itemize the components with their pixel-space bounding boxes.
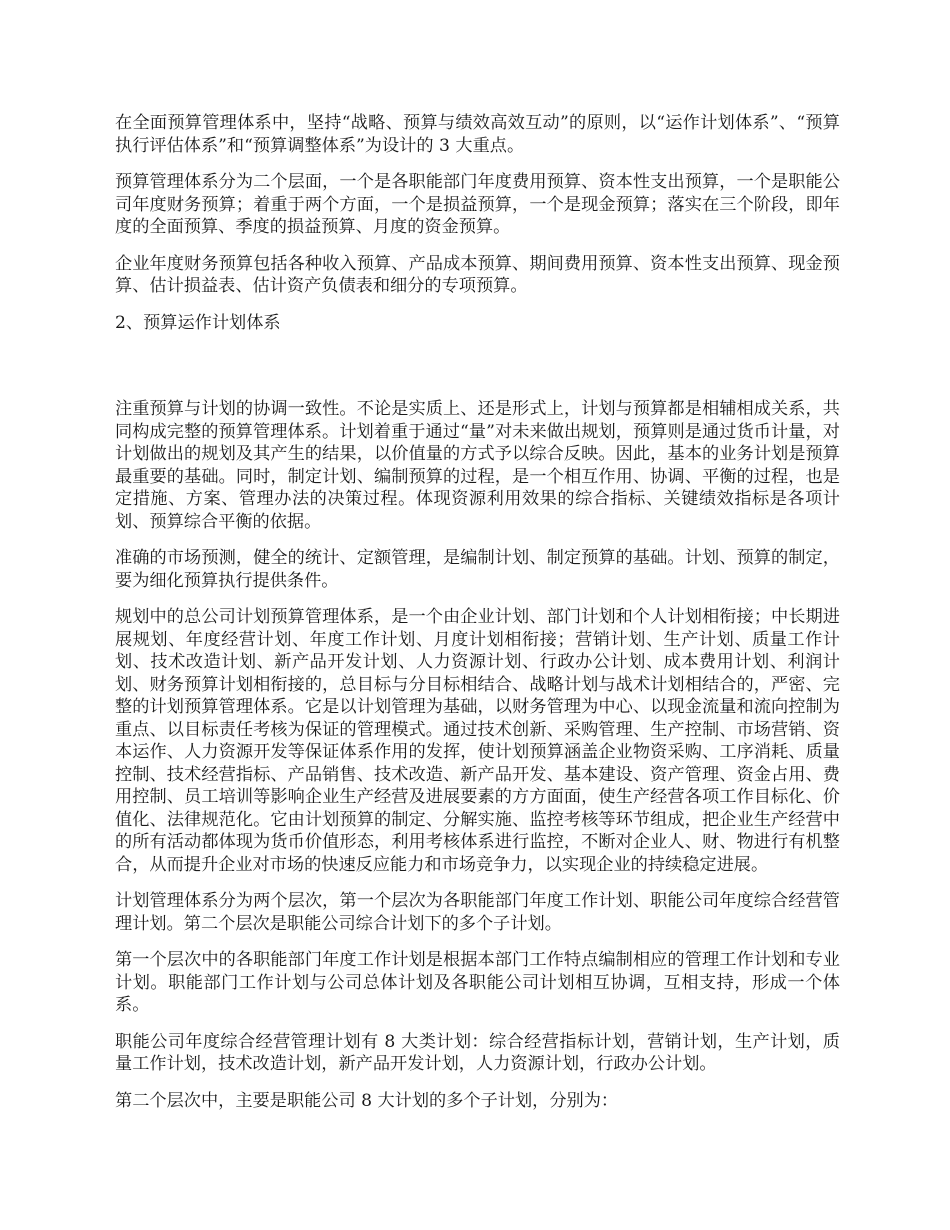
document-page (115, 112, 840, 1126)
paragraph-budget-levels: 预算管理体系分为二个层面，一个是各职能部门年度费用预算、资本性支出预算，一个是职能公司年度财务预算；着重于两个方面，一个是损益预算，一个是现金预算；落实在三个阶段，即年度的全面预算、季度的损益预算、月度的资金预算。 (115, 172, 840, 237)
paragraph-two-levels: 计划管理体系分为两个层次，第一个层次为各职能部门年度工作计划、职能公司年度综合经营管理计划。第二个层次是职能公司综合计划下的多个子计划。 (115, 891, 840, 934)
paragraph-first-level: 第一个层次中的各职能部门年度工作计划是根据本部门工作特点编制相应的管理工作计划和专业计划。职能部门工作计划与公司总体计划及各职能公司计划相互协调，互相支持，形成一个体系。 (115, 950, 840, 1015)
paragraph-planning-system: 规划中的总公司计划预算管理体系，是一个由企业计划、部门计划和个人计划相衔接；中长期进展规划、年度经营计划、年度工作计划、月度计划相衔接；营销计划、生产计划、质量工作计划、技术改造计划、新产品开发计划、人力资源计划、行政办公计划、成本费用计划、利润计划、财务预算计划相衔接的，总目标与分目标相结合、战略计划与战术计划相结合的，严密、完整的计划预算管理体系。它是以计划管理为基础，以财务管理为中心、以现金流量和流向控制为重点、以目标责任考核为保证的管理模式。通过技术创新、采购管理、生产控制、市场营销、资本运作、人力资源开发等保证体系作用的发挥，使计划预算涵盖企业物资采购、工序消耗、质量控制、技术经营指标、产品销售、技术改造、新产品开发、基本建设、资产管理、资金占用、费用控制、员工培训等影响企业生产经营及进展要素的方方面面，使生产经营各项工作目标化、价值化、法律规范化。它由计划预算的制定、分解实施、监控考核等环节组成，把企业生产经营中的所有活动都体现为货币价值形态，利用考核体系进行监控，不断对企业人、财、物进行有机整合，从而提升企业对市场的快速反应能力和市场竞争力，以实现企业的持续稳定进展。 (115, 607, 840, 875)
paragraph-budget-principles: 在全面预算管理体系中，坚持“战略、预算与绩效高效互动”的原则，以“运作计划体系”、“预算执行评估体系”和“预算调整体系”为设计的 3 大重点。 (115, 113, 840, 156)
paragraph-second-level: 第二个层次中，主要是职能公司 8 大计划的多个子计划，分别为： (115, 1090, 619, 1111)
paragraph-financial-budget: 企业年度财务预算包括各种收入预算、产品成本预算、期间费用预算、资本性支出预算、现金预算、估计损益表、估计资产负债表和细分的专项预算。 (115, 253, 840, 296)
paragraph-eight-plans: 职能公司年度综合经营管理计划有 8 大类计划：综合经营指标计划，营销计划，生产计划，质量工作计划，技术改造计划，新产品开发计划，人力资源计划，行政办公计划。 (115, 1031, 840, 1074)
paragraph-plan-budget-coordination: 注重预算与计划的协调一致性。不论是实质上、还是形式上，计划与预算都是相辅相成关系，共同构成完整的预算管理体系。计划着重于通过“量”对未来做出规划，预算则是通过货币计量，对计划做出的规划及其产生的结果，以价值量的方式予以综合反映。因此，基本的业务计划是预算最重要的基础。同时，制定计划、编制预算的过程，是一个相互作用、协调、平衡的过程，也是定措施、方案、管理办法的决策过程。体现资源利用效果的综合指标、关键绩效指标是各项计划、预算综合平衡的依据。 (115, 399, 840, 532)
paragraph-market-forecast: 准确的市场预测，健全的统计、定额管理，是编制计划、制定预算的基础。计划、预算的制定，要为细化预算执行提供条件。 (115, 548, 840, 591)
section-heading: 2、预算运作计划体系 (115, 312, 281, 333)
